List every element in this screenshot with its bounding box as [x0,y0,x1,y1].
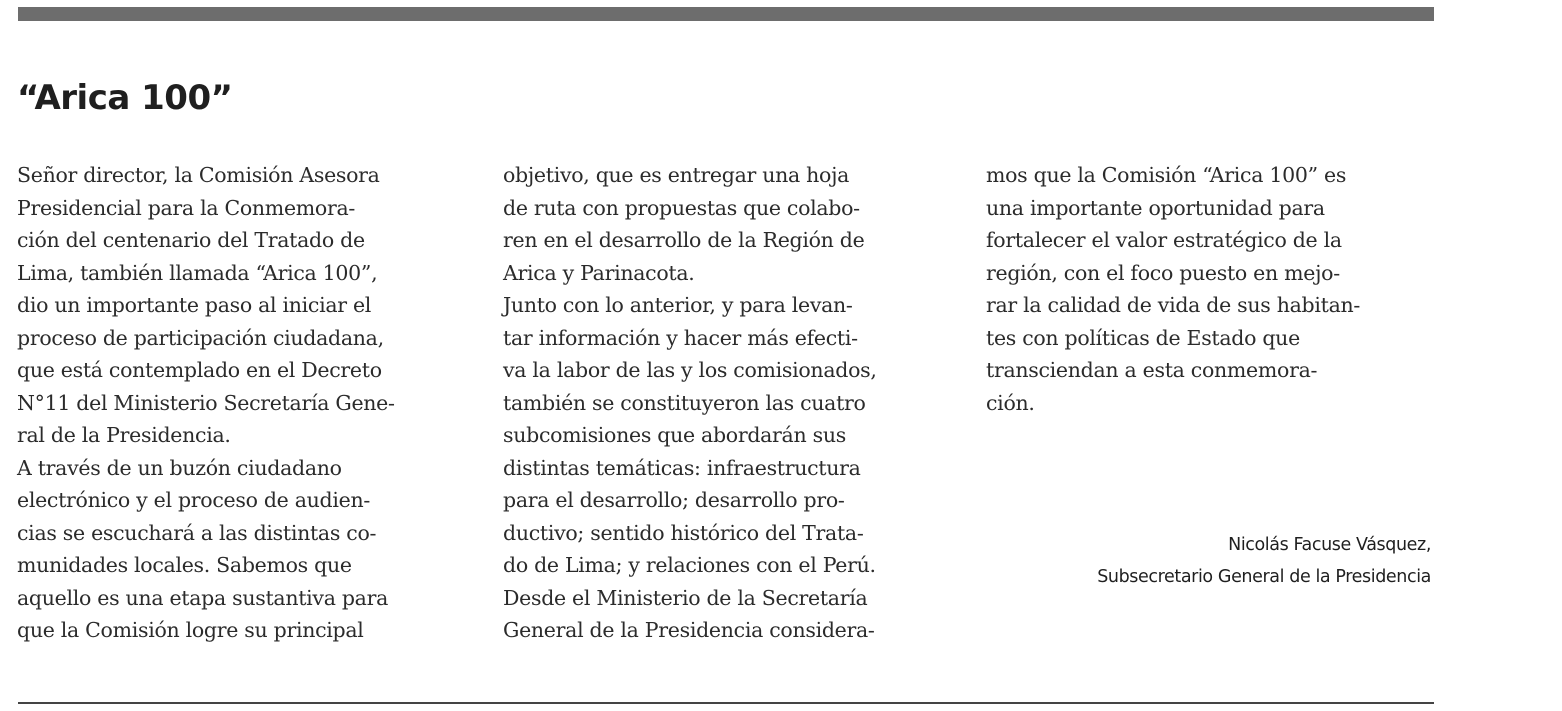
text-line: que la Comisión logre su principal [17,618,364,642]
text-line: va la labor de las y los comisionados, [503,358,877,382]
text-line: Arica y Parinacota. [503,260,695,285]
text-line: tar información y hacer más efecti- [503,325,858,350]
text-line: que está contemplado en el Decreto [17,358,382,382]
text-line: ductivo; sentido histórico del Trata- [503,520,864,545]
text-line: munidades locales. Sabemos que [17,553,352,577]
text-line: dio un importante paso al iniciar el [17,293,372,317]
text-line: objetivo, que es entregar una hoja [503,163,850,187]
text-line: cias se escuchará a las distintas co- [17,520,377,545]
text-line: para el desarrollo; desarrollo pro- [503,488,845,512]
text-line: tes con políticas de Estado que [986,325,1300,350]
bottom-divider-line [18,702,1434,704]
text-line: proceso de participación ciudadana, [17,325,384,350]
text-line: mos que la Comisión “Arica 100” es [986,163,1347,187]
text-line: transciendan a esta conmemora- [986,358,1318,382]
text-line: Desde el Ministerio de la Secretaría [503,585,868,610]
text-line: ción. [986,390,1035,415]
text-line: ral de la Presidencia. [17,423,231,447]
signature-role: Subsecretario General de la Presidencia [1097,567,1431,587]
text-column-2 [503,159,877,647]
text-line: Junto con lo anterior, y para levan- [503,293,853,317]
text-line: aquello es una etapa sustantiva para [17,585,389,610]
text-line: rar la calidad de vida de sus habitan- [986,293,1361,317]
text-line: electrónico y el proceso de audien- [17,488,370,512]
text-line: una importante oportunidad para [986,195,1325,220]
text-line: A través de un buzón ciudadano [17,455,342,480]
text-column-1 [17,159,395,647]
text-line: distintas temáticas: infraestructura [503,455,861,480]
text-line: Lima, también llamada “Arica 100”, [17,260,378,285]
text-line: N°11 del Ministerio Secretaría Gene- [17,390,395,415]
text-line: ren en el desarrollo de la Región de [503,228,865,252]
text-line: también se constituyeron las cuatro [503,390,866,415]
signature-block [1097,529,1431,593]
top-divider-bar [18,7,1434,21]
text-line: do de Lima; y relaciones con el Perú. [503,553,876,577]
signature-name: Nicolás Facuse Vásquez, [1228,535,1431,555]
text-line: fortalecer el valor estratégico de la [986,228,1342,252]
text-column-3 [986,159,1360,419]
text-line: de ruta con propuestas que colabo- [503,195,860,220]
text-line: Presidencial para la Conmemora- [17,195,355,220]
letter-title: “Arica 100” [17,78,233,118]
text-line: General de la Presidencia considera- [503,618,875,642]
text-line: Señor director, la Comisión Asesora [17,163,380,187]
text-line: región, con el foco puesto en mejo- [986,260,1340,285]
text-line: ción del centenario del Tratado de [17,228,365,252]
text-line: subcomisiones que abordarán sus [503,423,846,447]
